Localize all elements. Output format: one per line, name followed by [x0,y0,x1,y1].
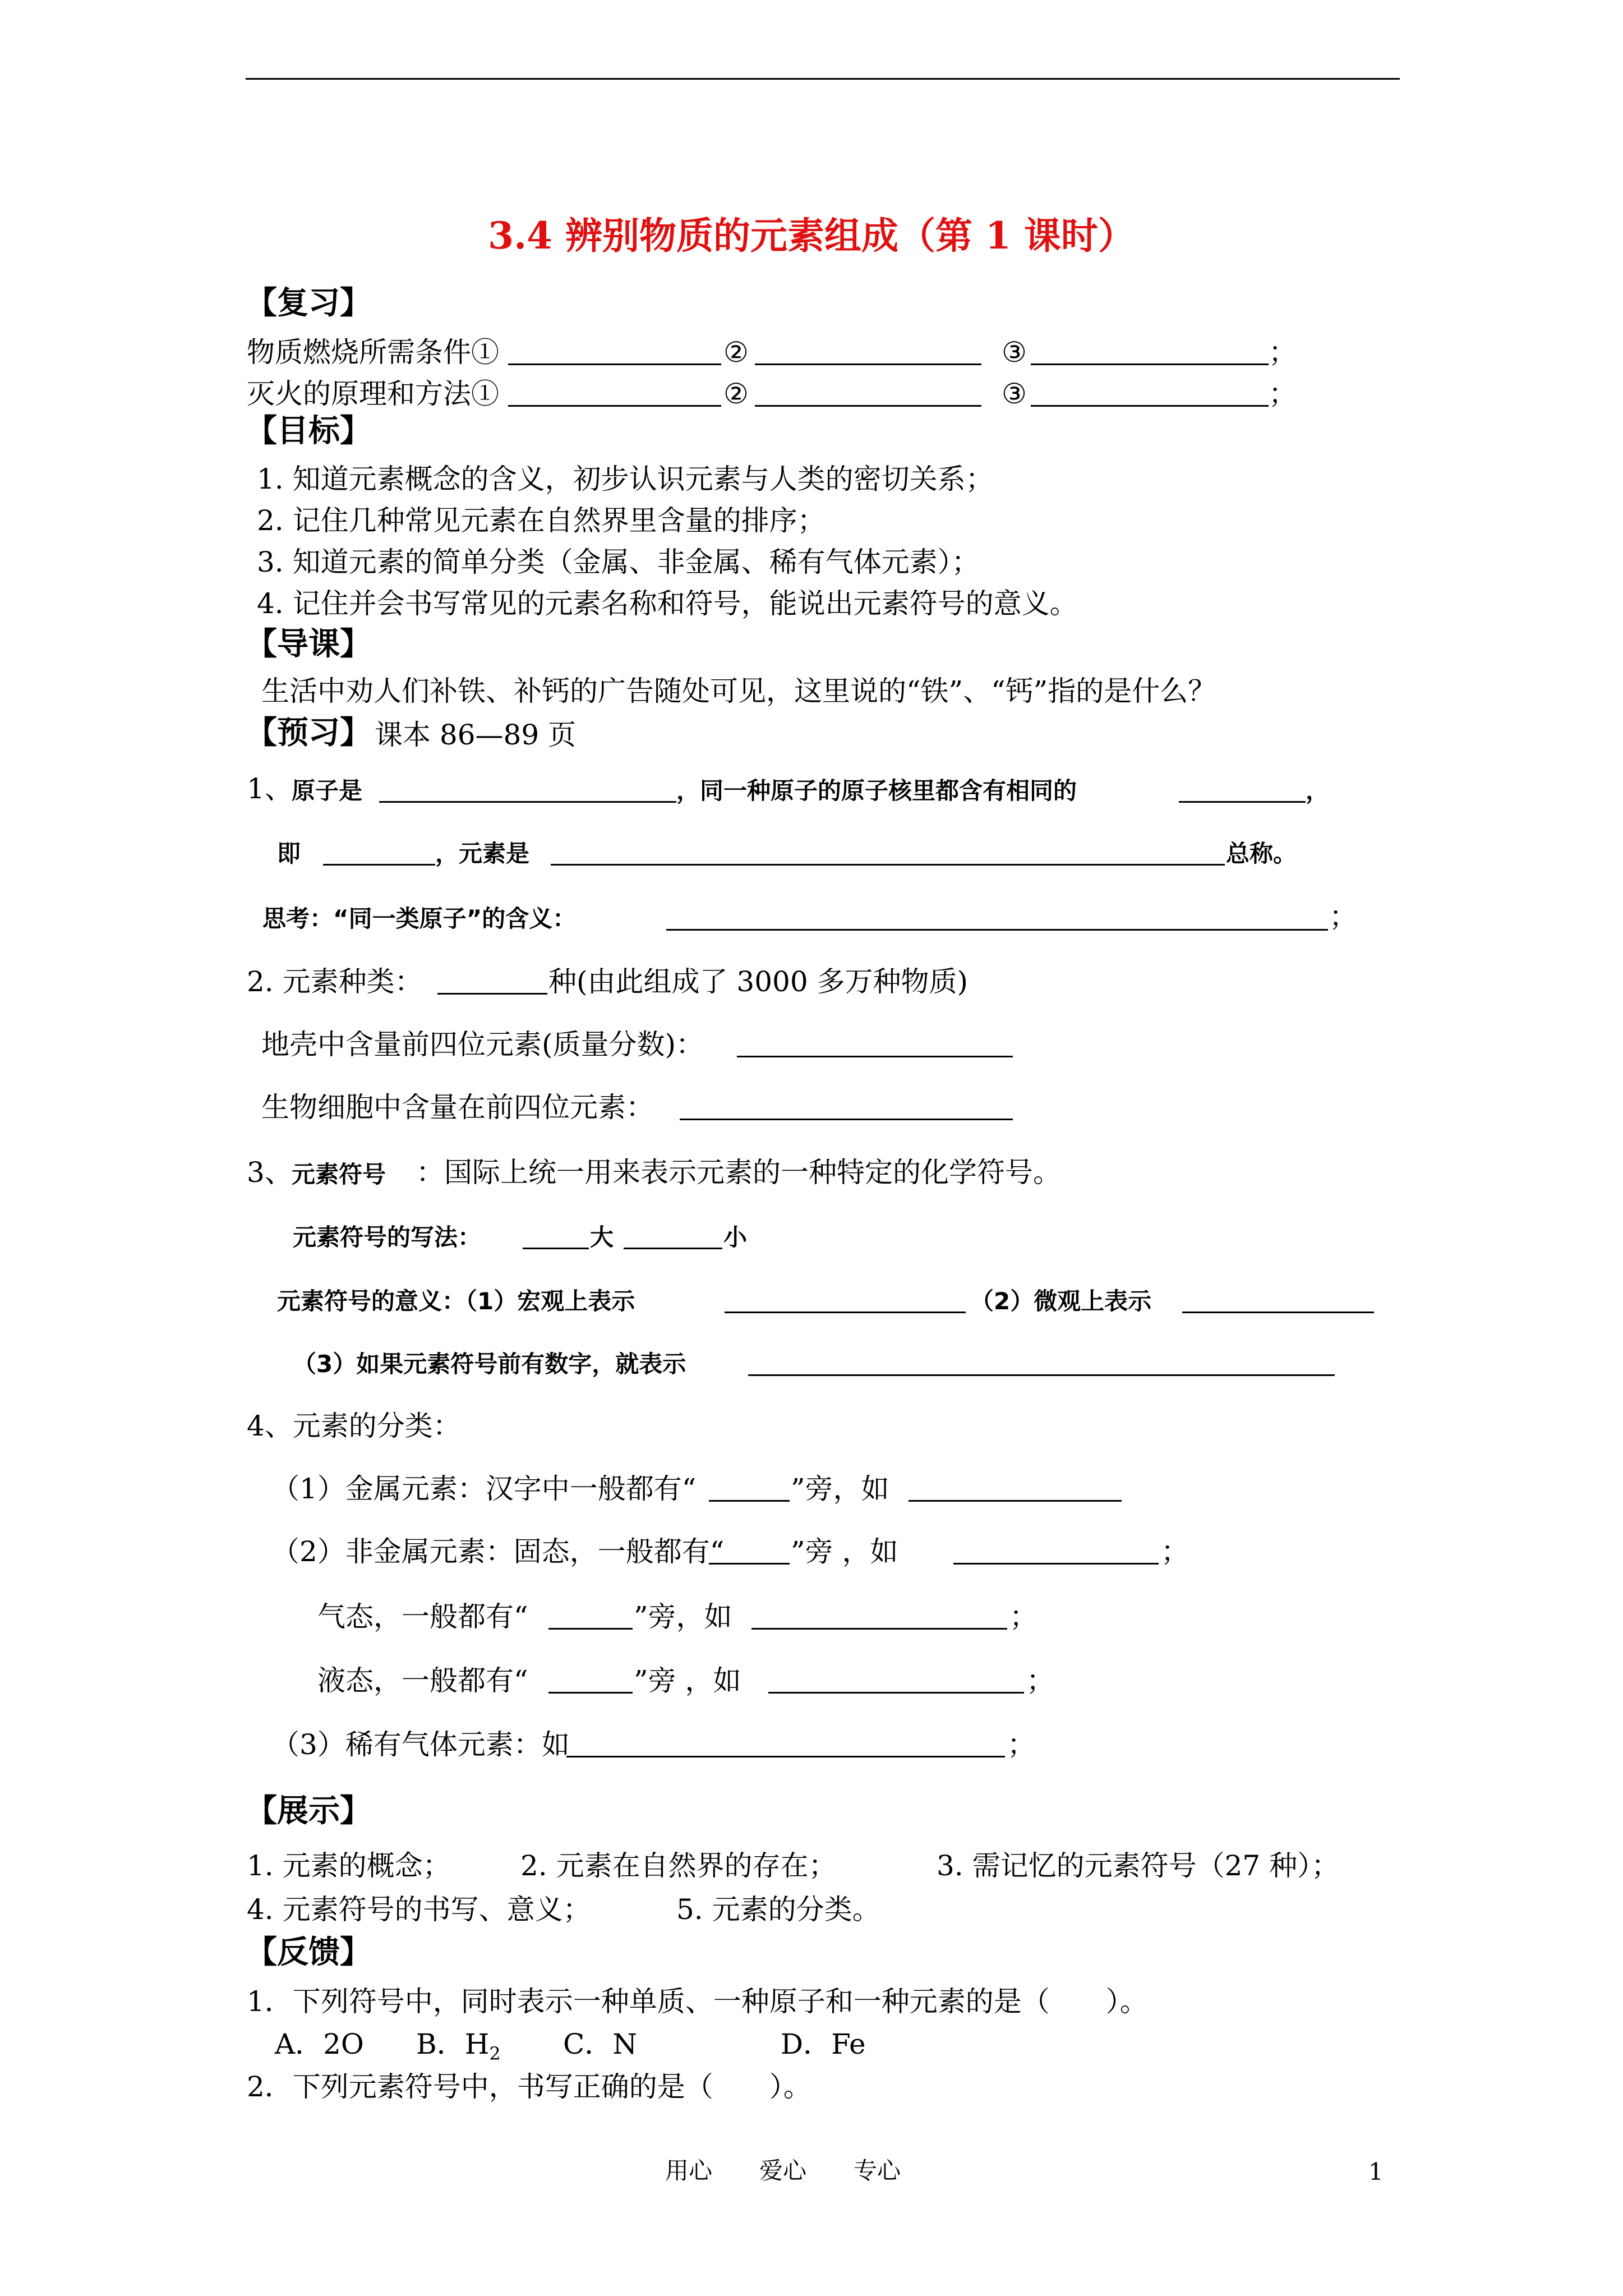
q1-nucleus-text: ，同一种原子的原子核里都含有相同的 [676,777,1077,804]
q3-symbol-label: 元素符号 [292,1161,386,1188]
goal-item: 1. 知道元素概念的含义，初步认识元素与人类的密切关系； [257,463,994,495]
q4-gas: 气态，一般都有“ [317,1600,528,1633]
q2-blank-kinds[interactable] [437,993,547,995]
q1-blank-ie[interactable] [323,864,435,866]
feedback-q1: 1．下列符号中，同时表示一种单质、一种原子和一种元素的是（ ）。 [247,1985,1148,2018]
q3-number: （3）如果元素符号前有数字，就表示 [293,1350,686,1378]
circle-3b: ③ [1002,378,1027,410]
q3-blank-micro[interactable] [1182,1312,1374,1313]
q1-comma: ， [1306,777,1330,804]
q4-nonmetal-b: ”旁 ，如 [791,1535,898,1568]
q4-blank-gas-example[interactable] [751,1628,1007,1630]
q4-nonmetal: （2）非金属元素：固态，一般都有“ [271,1535,725,1568]
q1-blank-same[interactable] [1179,801,1306,803]
review-blank-1a[interactable] [508,364,721,365]
q4-blank-noble[interactable] [566,1756,1005,1757]
q3-meaning: 元素符号的意义：（1）宏观上表示 [277,1287,635,1315]
q2-blank-crust[interactable] [737,1056,1013,1057]
review-end-2: ； [1269,378,1297,410]
option-b[interactable]: B．$H_2$ [416,2028,501,2064]
feedback-heading: 【反馈】 [246,1934,371,1971]
q3-small: 小 [723,1223,748,1251]
goals-heading: 【目标】 [246,412,371,449]
goal-item: 4. 记住并会书写常见的元素名称和符号，能说出元素符号的意义。 [257,587,1078,620]
q3-micro: （2）微观上表示 [970,1287,1152,1315]
review-line2-label: 灭火的原理和方法① [247,378,499,410]
feedback-q2: 2．下列元素符号中，书写正确的是（ ）。 [247,2070,811,2103]
q2-kinds-text: 种(由此组成了 3000 多万种物质) [548,965,969,998]
q1-general: 总称。 [1226,840,1297,867]
q1-prefix: 1、 [247,772,293,805]
circle-2b: ② [723,378,749,410]
q4-heading: 4、元素的分类： [247,1410,461,1442]
q4-metal-b: ”旁，如 [791,1473,889,1505]
review-blank-1b[interactable] [755,364,981,365]
review-blank-2b[interactable] [755,405,981,407]
show-item: 2. 元素在自然界的存在； [520,1849,837,1882]
intro-text: 生活中劝人们补铁、补钙的广告随处可见，这里说的“铁”、“钙”指的是什么？ [261,675,1216,707]
q2-blank-cell[interactable] [680,1119,1013,1120]
review-blank-1c[interactable] [1031,364,1269,365]
q3-blank-macro[interactable] [725,1312,966,1313]
q4-end-4: ； [1007,1728,1035,1761]
q4-end-3: ； [1026,1664,1054,1697]
page-title: 3.4 辨别物质的元素组成（第 1 课时） [488,214,1135,257]
review-heading: 【复习】 [246,284,371,321]
q1-ie-label: 即 [277,840,301,867]
show-item: 5. 元素的分类。 [676,1893,880,1926]
q4-gas-b: ”旁，如 [634,1600,732,1633]
q4-noble: （3）稀有气体元素：如 [271,1728,570,1761]
goal-item: 2. 记住几种常见元素在自然界里含量的排序； [257,504,826,537]
q4-liquid: 液态，一般都有“ [317,1664,528,1697]
show-item: 3. 需记忆的元素符号（27 种）； [937,1849,1340,1882]
show-heading: 【展示】 [246,1792,371,1829]
show-item: 1. 元素的概念； [247,1849,451,1882]
review-end-1: ； [1269,336,1297,369]
circle-2: ② [723,336,749,369]
q4-metal: （1）金属元素：汉字中一般都有“ [271,1473,697,1505]
q2-cell: 生物细胞中含量在前四位元素： [261,1091,654,1124]
q1-think: 思考：“同一类原子”的含义： [262,905,577,932]
circle-3: ③ [1002,336,1027,369]
q3-blank-small[interactable] [624,1248,722,1249]
q1-blank-element[interactable] [551,864,1225,866]
q4-blank-gas-radical[interactable] [548,1628,633,1630]
q4-liquid-b: ”旁 ，如 [634,1664,741,1697]
q4-blank-solid-radical[interactable] [709,1563,790,1565]
header-rule [246,78,1400,80]
preview-heading: 【预习】 [246,714,371,751]
option-d[interactable]: D．Fe [781,2028,866,2060]
q3-prefix: 3、 [247,1156,293,1189]
q3-definition: ：国际上统一用来表示元素的一种特定的化学符号。 [416,1156,1061,1189]
q1-blank-atom[interactable] [379,801,676,803]
option-c[interactable]: C．N [563,2028,638,2060]
q2-crust: 地壳中含量前四位元素(质量分数)： [261,1028,704,1061]
q4-blank-metal-example[interactable] [909,1500,1122,1502]
q4-blank-metal-radical[interactable] [709,1500,790,1502]
intro-heading: 【导课】 [246,625,371,662]
show-item: 4. 元素符号的书写、意义； [247,1893,591,1926]
review-line1-label: 物质燃烧所需条件① [247,336,499,369]
q4-end-1: ； [1161,1535,1189,1568]
q1-think-end: ； [1329,900,1357,933]
q2-label: 2. 元素种类： [247,965,423,998]
goal-item: 3. 知道元素的简单分类（金属、非金属、稀有气体元素）； [257,546,980,578]
q4-blank-liquid-example[interactable] [768,1692,1024,1694]
q1-atom-label: 原子是 [292,777,363,804]
review-blank-2a[interactable] [508,405,721,407]
q4-blank-solid-example[interactable] [953,1563,1159,1565]
q1-blank-think[interactable] [666,929,1328,931]
page-number: 1 [1368,2158,1384,2185]
review-blank-2c[interactable] [1031,405,1269,407]
q3-big: 大 [590,1223,614,1251]
q3-blank-number[interactable] [748,1374,1335,1376]
footer-motto: 用心 爱心 专心 [665,2157,901,2184]
q3-write: 元素符号的写法： [293,1223,482,1251]
preview-pages: 课本 86—89 页 [375,719,577,751]
q1-element-label: ，元素是 [435,840,530,867]
option-a[interactable]: A．2O [275,2028,364,2060]
q3-blank-big[interactable] [523,1248,589,1249]
q4-blank-liquid-radical[interactable] [548,1692,633,1694]
q4-end-2: ； [1009,1600,1038,1633]
